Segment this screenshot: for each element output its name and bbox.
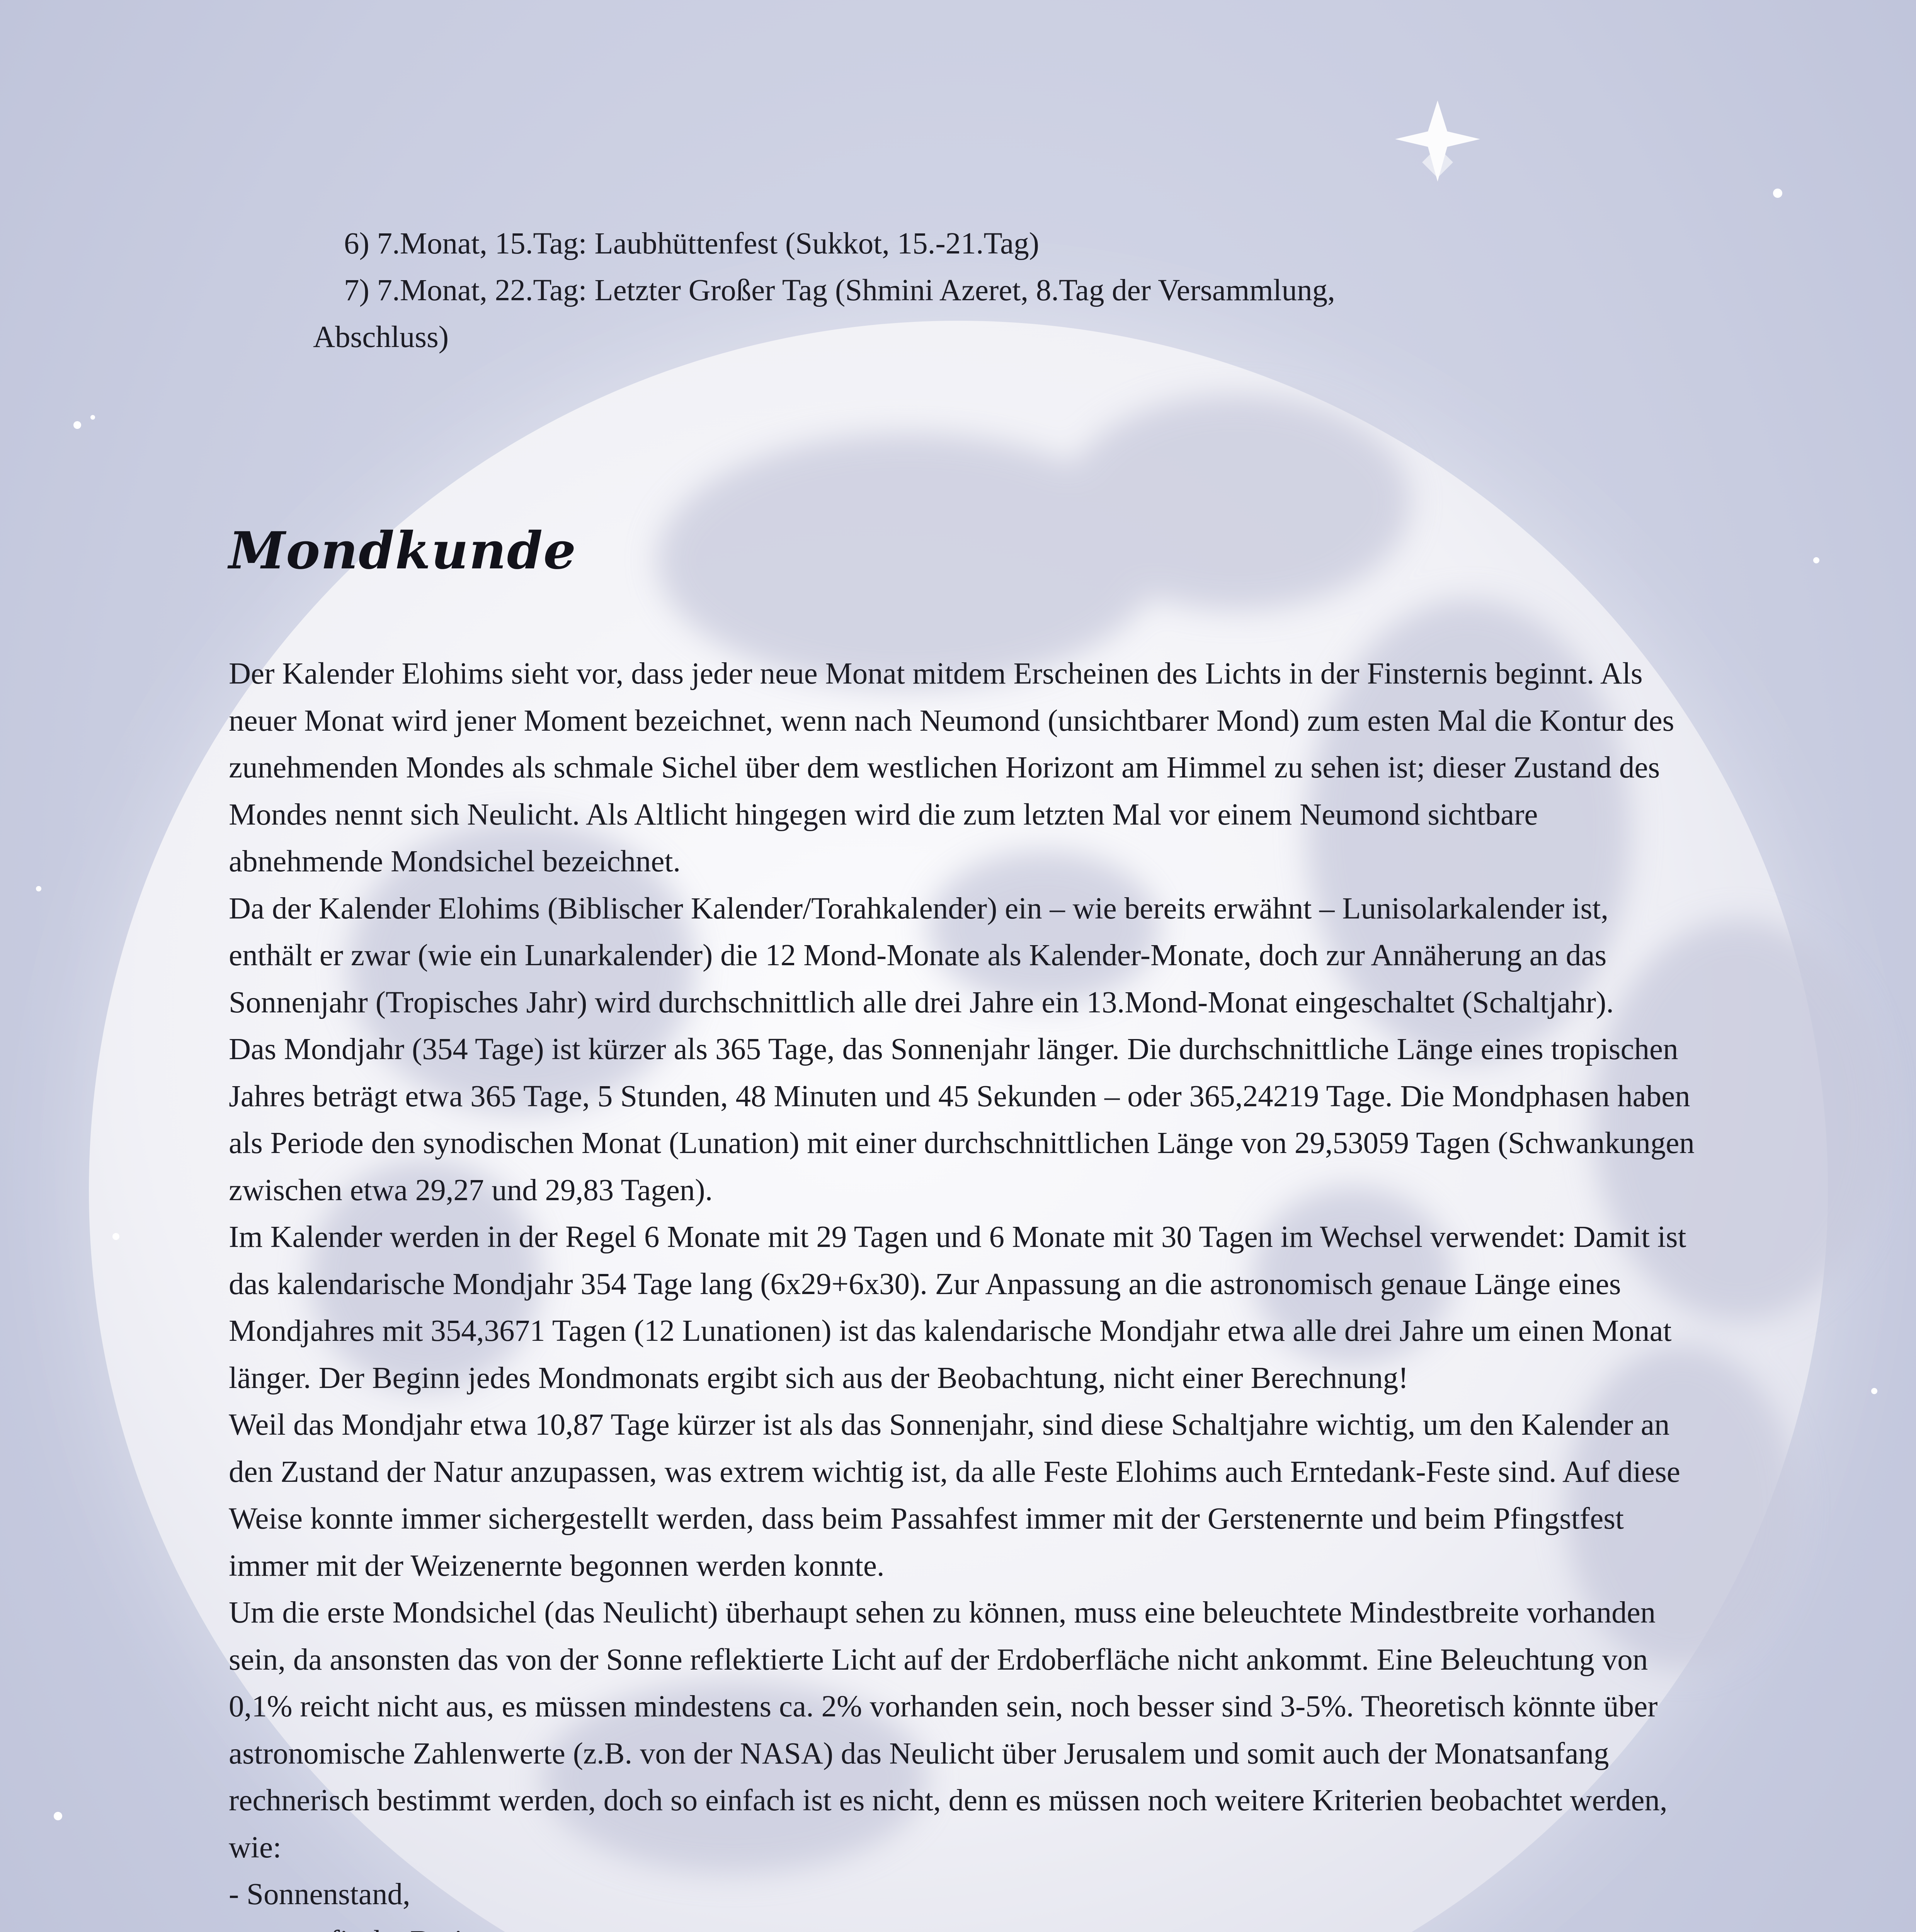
bullet-item: - Sonnenstand, <box>229 1871 1697 1918</box>
list-item: 6) 7.Monat, 15.Tag: Laubhüttenfest (Sukkot, 15.-21.Tag) <box>344 220 1696 267</box>
paragraph: Der Kalender Elohims sieht vor, dass jeder neue Monat mitdem Erscheinen des Lichts in der Finsternis beginnt. Als neuer Monat wird jener Moment bezeichnet, wenn nach Neumond (unsichtbarer Mond) zum esten Mal die Kontur des zunehmenden Mondes als schmale Sichel über dem westlichen Horizont am Himmel zu sehen ist; dieser Zustand des Mondes nennt sich Neulicht. Als Altlicht hingegen wird die zum letzten Mal vor einem Neumond sichtbare abnehmende Mondsichel bezeichnet. <box>229 650 1697 885</box>
paragraph: Weil das Mondjahr etwa 10,87 Tage kürzer ist als das Sonnenjahr, sind diese Schaltjahre wichtig, um den Kalender an den Zustand der Natur anzupassen, was extrem wichtig ist, da alle Feste Elohims auch Erntedank-Feste sind. Auf diese Weise konnte immer sichergestellt werden, dass beim Passahfest immer mit der Gerstenernte und beim Pfingstfest immer mit der Weizenernte begonnen werden konnte. <box>229 1401 1697 1589</box>
section-heading: Mondkunde <box>229 526 577 577</box>
list-item: 7) 7.Monat, 22.Tag: Letzter Großer Tag (Shmini Azeret, 8.Tag der Versammlung, <box>344 267 1696 314</box>
paragraph: Um die erste Mondsichel (das Neulicht) überhaupt sehen zu können, muss eine beleuchtete Mindestbreite vorhanden sein, da ansonsten das von der Sonne reflektierte Licht auf der Erdoberfläche nicht ankommt. Eine Beleuchtung von 0,1% reicht nicht aus, es müssen mindestens ca. 2% vorhanden sein, noch besser sind 3-5%. Theoretisch könnte über astronomische Zahlenwerte (z.B. von der NASA) das Neulicht über Jerusalem und somit auch der Monatsanfang rechnerisch bestimmt werden, doch so einfach ist es nicht, denn es müssen noch weitere Kriterien beobachtet werden, wie: <box>229 1589 1697 1871</box>
paragraph: Das Mondjahr (354 Tage) ist kürzer als 365 Tage, das Sonnenjahr länger. Die durchschnittliche Länge eines tropischen Jahres beträgt etwa 365 Tage, 5 Stunden, 48 Minuten und 45 Sekunden – oder 365,24219 Tage. Die Mondphasen haben als Periode den synodischen Monat (Lunation) mit einer durchschnittlichen Länge von 29,53059 Tagen (Schwankungen zwischen etwa 29,27 und 29,83 Tagen). <box>229 1026 1697 1214</box>
paragraph: Da der Kalender Elohims (Biblischer Kalender/Torahkalender) ein – wie bereits erwähnt – Lunisolarkalender ist, enthält er zwar (wie ein Lunarkalender) die 12 Mond-Monate als Kalender-Monate, doch zur Annäherung an das Sonnenjahr (Tropisches Jahr) wird durchschnittlich alle drei Jahre ein 13.Mond-Monat eingeschaltet (Schaltjahr). <box>229 885 1697 1026</box>
list-item-continuation: Abschluss) <box>313 314 1696 361</box>
paragraph: Im Kalender werden in der Regel 6 Monate mit 29 Tagen und 6 Monate mit 30 Tagen im Wechsel verwendet: Damit ist das kalendarische Mondjahr 354 Tage lang (6x29+6x30). Zur Anpassung an die astronomisch genaue Länge eines Mondjahres mit 354,3671 Tagen (12 Lunationen) ist das kalendarische Mondjahr etwa alle drei Jahre um einen Monat länger. Der Beginn jedes Mondmonats ergibt sich aus der Beobachtung, nicht einer Berechnung! <box>229 1214 1697 1401</box>
